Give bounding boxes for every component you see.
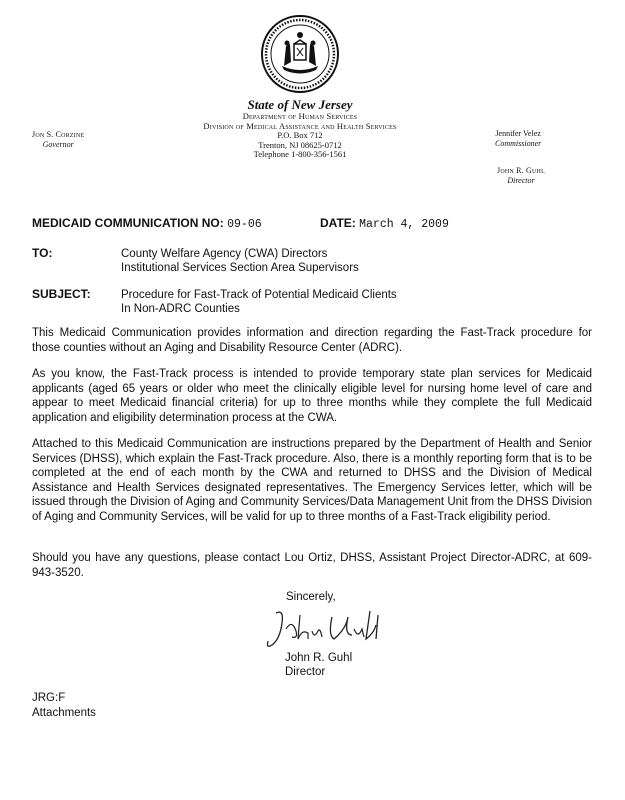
date-label: DATE: <box>320 216 356 230</box>
handwritten-signature-icon <box>262 605 402 655</box>
to-recipients <box>121 247 359 275</box>
footer <box>32 691 96 720</box>
subject-line-1: Procedure for Fast-Track of Potential Medicaid Clients <box>121 289 397 301</box>
attachments-note: Attachments <box>32 706 96 719</box>
director-name: John R. Guhl <box>497 166 545 175</box>
state-seal-icon <box>260 14 340 94</box>
commissioner-block <box>495 129 541 149</box>
subject-label: SUBJECT: <box>32 287 91 301</box>
to-label: TO: <box>32 246 53 260</box>
director-block <box>497 166 545 186</box>
paragraph-4: Should you have any questions, please contact Lou Ortiz, DHSS, Assistant Project Director-ADRC, at 609-943-3520. <box>32 552 592 579</box>
state-name: State of New Jersey <box>247 97 353 112</box>
signer-name: John R. Guhl <box>285 652 353 664</box>
subject-line-2: In Non-ADRC Counties <box>121 303 240 315</box>
date-value: March 4, 2009 <box>359 218 449 231</box>
paragraph-1: This Medicaid Communication provides information and direction regarding the Fast-Track procedure for those counties without an Aging and Disability Resource Center (ADRC). <box>32 327 592 354</box>
communication-value: 09-06 <box>227 218 262 231</box>
to-line-2: Institutional Services Section Area Supervisors <box>121 262 359 274</box>
closing: Sincerely, <box>286 591 336 603</box>
paragraph-2: As you know, the Fast-Track process is intended to provide temporary state plan services for Medicaid applicants (aged 65 years or older who meet the clinically eligible level for nursing home level of care and appear to meet Medicaid financial criteria) for up to three months while they complete the full Medicaid application and eligibility determination process at the CWA. <box>32 368 592 424</box>
commissioner-title: Commissioner <box>495 139 542 148</box>
governor-block <box>32 130 84 150</box>
signer-title: Director <box>285 666 326 678</box>
po-box: P.O. Box 712 <box>277 130 323 140</box>
reference-initials: JRG:F <box>32 692 66 704</box>
date-line <box>320 216 449 231</box>
department-name: Department of Human Services <box>242 111 358 121</box>
to-line-1: County Welfare Agency (CWA) Directors <box>121 248 328 260</box>
communication-label: MEDICAID COMMUNICATION NO: <box>32 216 224 230</box>
governor-name: Jon S. Corzine <box>32 130 85 139</box>
subject-text <box>121 288 397 316</box>
letterhead <box>150 98 450 160</box>
director-title: Director <box>507 176 535 185</box>
commissioner-name: Jennifer Velez <box>495 129 541 138</box>
paragraph-3: Attached to this Medicaid Communication are instructions prepared by the Department of Health and Senior Services (DHSS), which explain the Fast-Track procedure. Also, there is a monthly reporting form that is to be completed at the end of each month by the CWA and returned to DHSS and the Division of Medical Assistance and Health Services designated representatives. The Emergency Services letter, which will be issued through the Division of Aging and Community Services/Data Management Unit from the DHSS Division of Aging and Community Services, will be valid for up to three months of a Fast-Track eligibility period. <box>32 438 592 523</box>
communication-number <box>32 216 262 231</box>
telephone: Telephone 1-800-356-1561 <box>253 149 347 159</box>
governor-title: Governor <box>42 140 74 149</box>
city-address: Trenton, NJ 08625-0712 <box>258 139 342 150</box>
signer-block <box>285 651 352 679</box>
division-name: Division of Medical Assistance and Health Services <box>203 120 397 131</box>
